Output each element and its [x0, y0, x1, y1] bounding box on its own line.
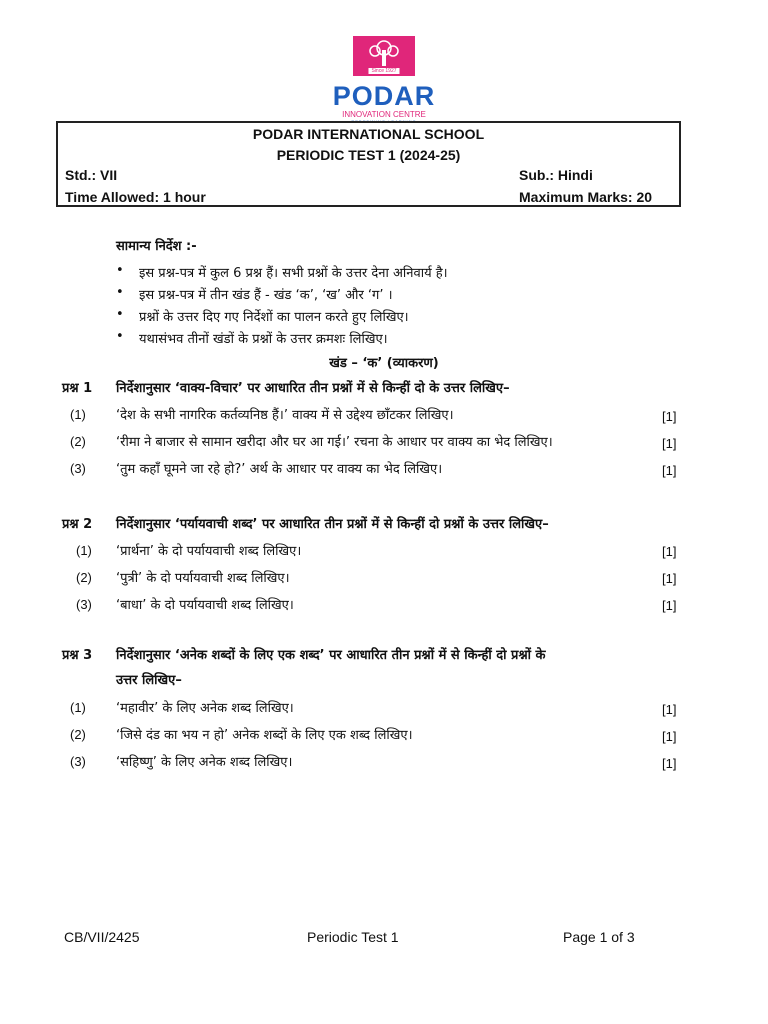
marks-label: [1] — [662, 409, 677, 424]
instruction-item: प्रश्नों के उत्तर दिए गए निर्देशों का पालन करते हुए लिखिए। — [139, 310, 409, 325]
sub-question-number: (2) — [70, 434, 86, 449]
sub-question-text: ‘पुत्री’ के दो पर्यायवाची शब्द लिखिए। — [116, 571, 290, 586]
instruction-item: इस प्रश्न-पत्र में तीन खंड हैं - खंड ‘क’, ‘ख’ और ‘ग’ । — [139, 288, 393, 303]
marks-label: [1] — [662, 544, 677, 559]
sub-question-text: ‘महावीर’ के लिए अनेक शब्द लिखिए। — [116, 701, 294, 716]
question-text: निर्देशानुसार ‘वाक्य-विचार’ पर आधारित तीन प्रश्नों में से किन्हीं दो के उत्तर लिखिए– — [116, 381, 510, 396]
sub-question-text: ‘जिसे दंड का भय न हो’ अनेक शब्दों के लिए एक शब्द लिखिए। — [116, 728, 413, 743]
instructions-title: सामान्य निर्देश :- — [116, 239, 197, 254]
school-name: PODAR INTERNATIONAL SCHOOL — [252, 126, 485, 142]
sub-question-text: ‘बाधा’ के दो पर्यायवाची शब्द लिखिए। — [116, 598, 294, 613]
footer-title: Periodic Test 1 — [307, 929, 399, 945]
marks-label: [1] — [662, 436, 677, 451]
footer-code: CB/VII/2425 — [64, 929, 140, 945]
school-logo — [0, 36, 768, 125]
tree-logo-icon — [353, 36, 415, 76]
logo-name: PODAR — [332, 81, 436, 111]
marks-label: [1] — [662, 571, 677, 586]
test-name: PERIODIC TEST 1 (2024-25) — [276, 147, 461, 163]
marks-label: [1] — [662, 729, 677, 744]
bullet-icon: • — [116, 307, 124, 322]
bullet-icon: • — [116, 329, 124, 344]
instruction-item: इस प्रश्न-पत्र में कुल 6 प्रश्न हैं। सभी प्रश्नों के उत्तर देना अनिवार्य है। — [139, 266, 448, 281]
time-allowed: Time Allowed: 1 hour — [65, 189, 206, 205]
bullet-icon: • — [116, 263, 124, 278]
question-text-continued: उत्तर लिखिए– — [116, 673, 182, 688]
marks-label: [1] — [662, 463, 677, 478]
logo-tagline: REDEFINING LEARNING — [351, 119, 417, 124]
marks-label: [1] — [662, 702, 677, 717]
sub-question-text: ‘देश के सभी नागरिक कर्तव्यनिष्ठ हैं।’ वाक्य में से उद्देश्य छाँटकर लिखिए। — [116, 408, 454, 423]
sub-question-number: (1) — [70, 407, 86, 422]
sub-question-number: (2) — [76, 570, 92, 585]
logo-subtitle: INNOVATION CENTRE — [342, 110, 426, 119]
exam-header-box — [56, 121, 681, 207]
std-label: Std.: VII — [65, 167, 118, 183]
sub-question-number: (3) — [76, 597, 92, 612]
question-text: निर्देशानुसार ‘पर्यायवाची शब्द’ पर आधारित तीन प्रश्नों में से किन्हीं दो प्रश्नों के उत्तर लिखिए– — [116, 517, 549, 532]
bullet-icon: • — [116, 285, 124, 300]
sub-question-number: (1) — [70, 700, 86, 715]
sub-question-number: (1) — [76, 543, 92, 558]
logo-since: Since 1927 — [368, 68, 399, 74]
footer-page-number: Page 1 of 3 — [563, 929, 635, 945]
sub-question-number: (3) — [70, 461, 86, 476]
sub-question-number: (3) — [70, 754, 86, 769]
section-title: खंड – ‘क’ (व्याकरण) — [329, 356, 439, 371]
subject-label: Sub.: Hindi — [519, 167, 593, 183]
sub-question-text: ‘प्रार्थना’ के दो पर्यायवाची शब्द लिखिए। — [116, 544, 302, 559]
question-text: निर्देशानुसार ‘अनेक शब्दों के लिए एक शब्द’ पर आधारित तीन प्रश्नों में से किन्हीं दो प्रश्नों के — [116, 648, 546, 663]
marks-label: [1] — [662, 598, 677, 613]
maximum-marks: Maximum Marks: 20 — [519, 189, 653, 205]
question-label: प्रश्न 2 — [62, 517, 93, 532]
question-label: प्रश्न 1 — [62, 381, 93, 396]
question-label: प्रश्न 3 — [62, 648, 93, 663]
sub-question-number: (2) — [70, 727, 86, 742]
sub-question-text: ‘रीमा ने बाजार से सामान खरीदा और घर आ गई।’ रचना के आधार पर वाक्य का भेद लिखिए। — [116, 435, 553, 450]
sub-question-text: ‘सहिष्णु’ के लिए अनेक शब्द लिखिए। — [116, 755, 293, 770]
sub-question-text: ‘तुम कहाँ घूमने जा रहे हो?’ अर्थ के आधार पर वाक्य का भेद लिखिए। — [116, 462, 443, 477]
marks-label: [1] — [662, 756, 677, 771]
instruction-item: यथासंभव तीनों खंडों के प्रश्नों के उत्तर क्रमशः लिखिए। — [139, 332, 388, 347]
